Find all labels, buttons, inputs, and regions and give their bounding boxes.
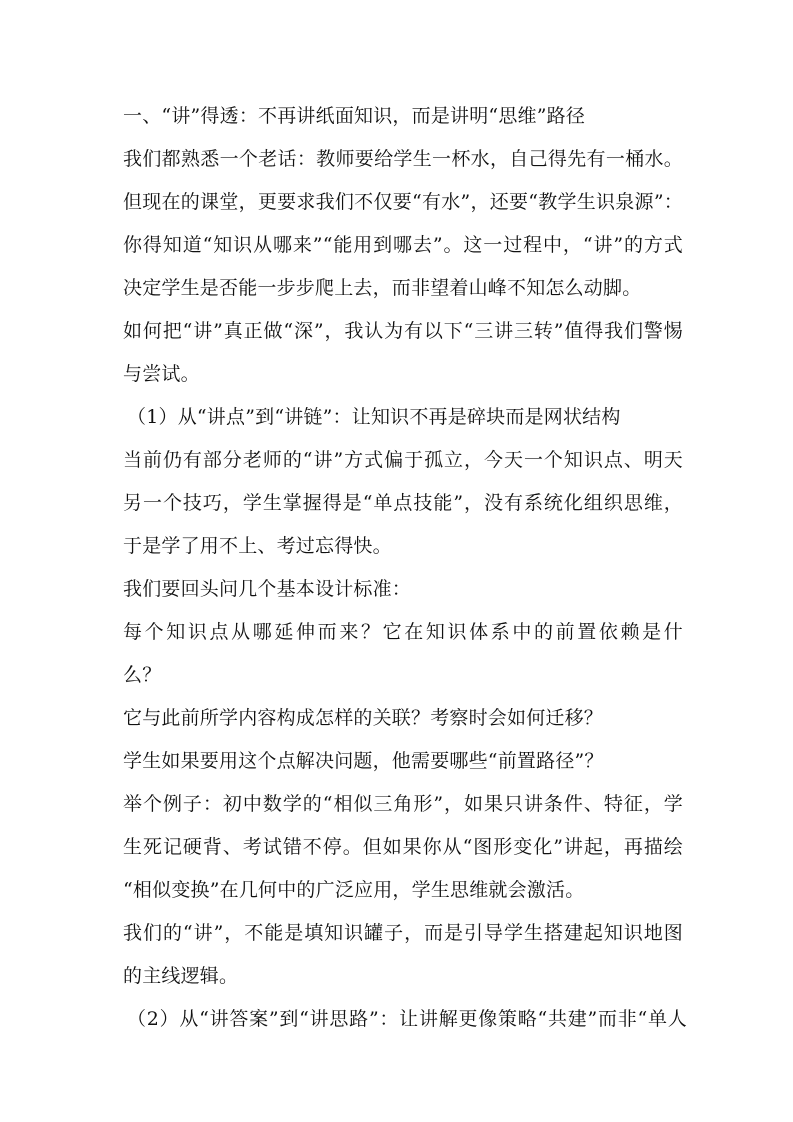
text-line: 举个例子：初中数学的“相似三角形”，如果只讲条件、特征，学 [123, 793, 683, 815]
text-line: 的主线逻辑。 [123, 965, 239, 987]
text-line: 么？ [123, 664, 162, 686]
subsection-heading: （1）从“讲点”到“讲链”：让知识不再是碎块而是网状结构 [127, 406, 621, 428]
text-line: 生死记硬背、考试错不停。但如果你从“图形变化”讲起，再描绘 [123, 836, 683, 858]
text-line: 与尝试。 [123, 363, 200, 385]
text-line: 决定学生是否能一步步爬上去，而非望着山峰不知怎么动脚。 [123, 277, 642, 299]
text-line: 于是学了用不上、考过忘得快。 [123, 535, 392, 557]
text-line: 学生如果要用这个点解决问题，他需要哪些“前置路径”？ [123, 750, 604, 772]
text-line: 另一个技巧，学生掌握得是“单点技能”，没有系统化组织思维， [123, 492, 683, 514]
subsection-heading: （2）从“讲答案”到“讲思路”：让讲解更像策略“共建”而非“单人 [127, 1008, 687, 1030]
text-line: 我们都熟悉一个老话：教师要给学生一杯水，自己得先有一桶水。 [123, 148, 683, 170]
text-line: “相似变换”在几何中的广泛应用，学生思维就会激活。 [123, 879, 585, 901]
text-line: 它与此前所学内容构成怎样的关联？考察时会如何迁移？ [123, 707, 604, 729]
text-line: 我们的“讲”，不能是填知识罐子，而是引导学生搭建起知识地图 [123, 922, 683, 944]
text-line: 如何把“讲”真正做“深”，我认为有以下“三讲三转”值得我们警惕 [123, 320, 683, 342]
text-line: 当前仍有部分老师的“讲”方式偏于孤立，今天一个知识点、明天 [123, 449, 683, 471]
text-line: 但现在的课堂，更要求我们不仅要“有水”，还要“教学生识泉源”： [123, 191, 683, 213]
section-heading: 一、“讲”得透：不再讲纸面知识，而是讲明“思维”路径 [123, 105, 586, 127]
text-line: 每个知识点从哪延伸而来？它在知识体系中的前置依赖是什 [123, 621, 683, 643]
text-line: 你得知道“知识从哪来”“能用到哪去”。这一过程中，“讲”的方式 [123, 234, 683, 256]
text-line: 我们要回头问几个基本设计标准： [123, 578, 412, 600]
